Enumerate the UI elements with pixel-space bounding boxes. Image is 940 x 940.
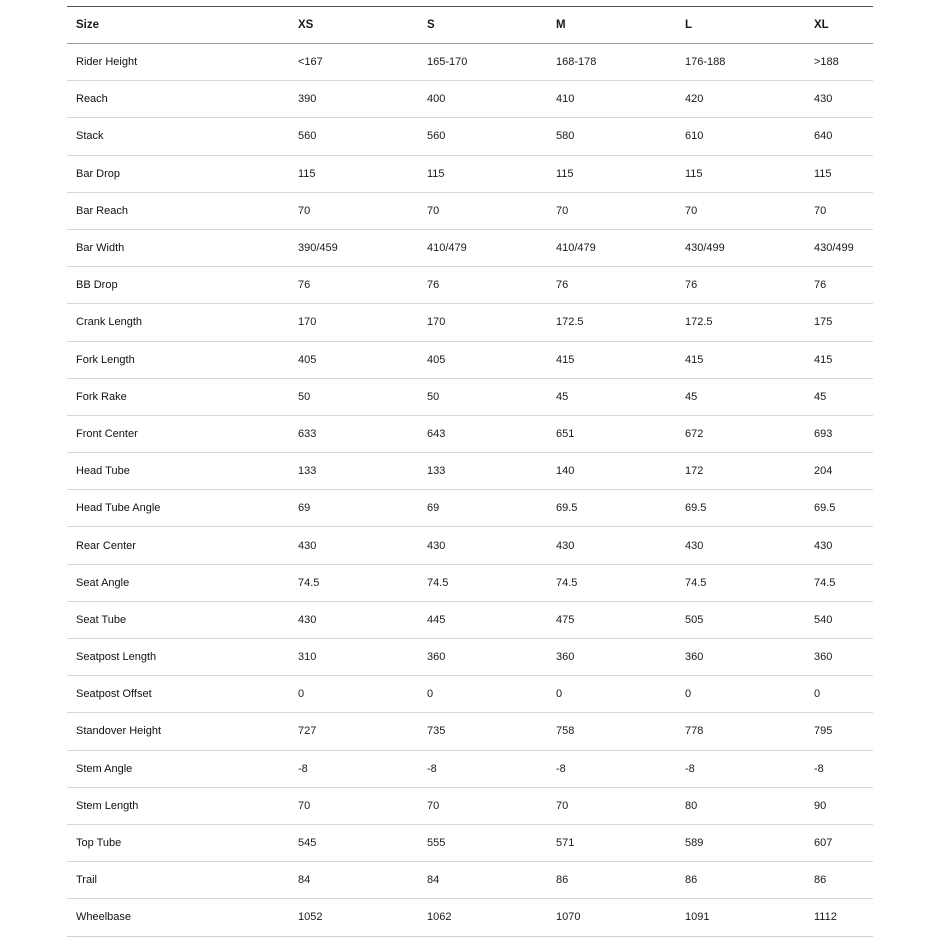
cell-l: 176-188 [676, 44, 805, 81]
cell-s: 400 [418, 81, 547, 118]
cell-l: 69.5 [676, 490, 805, 527]
cell-m: 115 [547, 155, 676, 192]
row-label: Crank Length [67, 304, 289, 341]
geometry-table [67, 6, 873, 937]
cell-m: 69.5 [547, 490, 676, 527]
cell-xs: 390/459 [289, 229, 418, 266]
cell-s: 445 [418, 601, 547, 638]
cell-m: 651 [547, 415, 676, 452]
row-label: Front Center [67, 415, 289, 452]
table-row [67, 415, 873, 452]
cell-xl: 693 [805, 415, 873, 452]
table-row [67, 601, 873, 638]
cell-s: 115 [418, 155, 547, 192]
cell-xs: 70 [289, 192, 418, 229]
cell-m: 475 [547, 601, 676, 638]
cell-xl: 115 [805, 155, 873, 192]
cell-l: 76 [676, 267, 805, 304]
row-label: Wheelbase [67, 899, 289, 936]
cell-m: 1070 [547, 899, 676, 936]
cell-s: 410/479 [418, 229, 547, 266]
cell-l: 172.5 [676, 304, 805, 341]
table-row [67, 750, 873, 787]
cell-xs: 50 [289, 378, 418, 415]
cell-xs: 633 [289, 415, 418, 452]
cell-s: 84 [418, 862, 547, 899]
cell-s: 430 [418, 527, 547, 564]
table-row [67, 862, 873, 899]
row-label: Stack [67, 118, 289, 155]
header-l: L [676, 7, 805, 44]
cell-xs: 74.5 [289, 564, 418, 601]
row-label: Stem Length [67, 787, 289, 824]
cell-l: 778 [676, 713, 805, 750]
cell-s: 76 [418, 267, 547, 304]
cell-s: 50 [418, 378, 547, 415]
cell-m: 410/479 [547, 229, 676, 266]
header-xl: XL [805, 7, 873, 44]
cell-xs: 390 [289, 81, 418, 118]
cell-xs: 430 [289, 527, 418, 564]
cell-s: 165-170 [418, 44, 547, 81]
cell-xl: 415 [805, 341, 873, 378]
table-row [67, 713, 873, 750]
cell-xs: 560 [289, 118, 418, 155]
cell-l: 70 [676, 192, 805, 229]
cell-m: -8 [547, 750, 676, 787]
table-row [67, 453, 873, 490]
cell-m: 430 [547, 527, 676, 564]
cell-xs: 545 [289, 824, 418, 861]
cell-l: 45 [676, 378, 805, 415]
row-label: Standover Height [67, 713, 289, 750]
cell-xs: 1052 [289, 899, 418, 936]
cell-s: 643 [418, 415, 547, 452]
cell-l: 74.5 [676, 564, 805, 601]
table-row [67, 81, 873, 118]
cell-xl: 540 [805, 601, 873, 638]
cell-l: 430 [676, 527, 805, 564]
row-label: Fork Rake [67, 378, 289, 415]
table-row [67, 155, 873, 192]
cell-m: 70 [547, 192, 676, 229]
cell-xs: 133 [289, 453, 418, 490]
table-row [67, 639, 873, 676]
header-xs: XS [289, 7, 418, 44]
cell-s: 0 [418, 676, 547, 713]
cell-s: 405 [418, 341, 547, 378]
cell-l: 172 [676, 453, 805, 490]
row-label: Seatpost Length [67, 639, 289, 676]
cell-s: 1062 [418, 899, 547, 936]
row-label: Rider Height [67, 44, 289, 81]
cell-xl: 360 [805, 639, 873, 676]
cell-xl: >188 [805, 44, 873, 81]
cell-xl: 90 [805, 787, 873, 824]
cell-xl: 1112 [805, 899, 873, 936]
cell-xl: -8 [805, 750, 873, 787]
cell-l: 420 [676, 81, 805, 118]
cell-m: 0 [547, 676, 676, 713]
row-label: Head Tube [67, 453, 289, 490]
cell-m: 168-178 [547, 44, 676, 81]
cell-m: 76 [547, 267, 676, 304]
cell-s: 70 [418, 192, 547, 229]
cell-l: 672 [676, 415, 805, 452]
cell-m: 415 [547, 341, 676, 378]
cell-m: 571 [547, 824, 676, 861]
cell-l: 589 [676, 824, 805, 861]
cell-s: 360 [418, 639, 547, 676]
row-label: BB Drop [67, 267, 289, 304]
cell-m: 45 [547, 378, 676, 415]
row-label: Stem Angle [67, 750, 289, 787]
cell-s: 735 [418, 713, 547, 750]
cell-m: 410 [547, 81, 676, 118]
table-row [67, 787, 873, 824]
cell-l: 80 [676, 787, 805, 824]
cell-xs: -8 [289, 750, 418, 787]
cell-xl: 607 [805, 824, 873, 861]
cell-xl: 45 [805, 378, 873, 415]
cell-s: 74.5 [418, 564, 547, 601]
row-label: Bar Reach [67, 192, 289, 229]
cell-l: 115 [676, 155, 805, 192]
cell-l: 610 [676, 118, 805, 155]
row-label: Bar Drop [67, 155, 289, 192]
cell-xs: 430 [289, 601, 418, 638]
cell-xl: 795 [805, 713, 873, 750]
cell-s: -8 [418, 750, 547, 787]
table-row [67, 341, 873, 378]
table-row [67, 267, 873, 304]
cell-xl: 86 [805, 862, 873, 899]
cell-s: 170 [418, 304, 547, 341]
cell-xs: 310 [289, 639, 418, 676]
cell-xs: 405 [289, 341, 418, 378]
cell-xl: 70 [805, 192, 873, 229]
cell-m: 70 [547, 787, 676, 824]
cell-xs: 170 [289, 304, 418, 341]
cell-l: 86 [676, 862, 805, 899]
geometry-table-body [67, 44, 873, 937]
cell-m: 172.5 [547, 304, 676, 341]
cell-xl: 69.5 [805, 490, 873, 527]
table-row [67, 304, 873, 341]
row-label: Top Tube [67, 824, 289, 861]
cell-m: 360 [547, 639, 676, 676]
cell-l: 505 [676, 601, 805, 638]
table-row [67, 564, 873, 601]
header-s: S [418, 7, 547, 44]
cell-l: 415 [676, 341, 805, 378]
cell-xl: 74.5 [805, 564, 873, 601]
table-row [67, 118, 873, 155]
cell-s: 69 [418, 490, 547, 527]
cell-l: -8 [676, 750, 805, 787]
row-label: Reach [67, 81, 289, 118]
cell-m: 140 [547, 453, 676, 490]
table-row [67, 527, 873, 564]
cell-m: 580 [547, 118, 676, 155]
cell-xs: 70 [289, 787, 418, 824]
geometry-table-header [67, 7, 873, 44]
cell-xl: 0 [805, 676, 873, 713]
table-row [67, 490, 873, 527]
cell-s: 560 [418, 118, 547, 155]
cell-xl: 640 [805, 118, 873, 155]
cell-m: 758 [547, 713, 676, 750]
header-row [67, 7, 873, 44]
table-row [67, 378, 873, 415]
cell-xs: 84 [289, 862, 418, 899]
cell-xs: 76 [289, 267, 418, 304]
cell-l: 360 [676, 639, 805, 676]
cell-xl: 175 [805, 304, 873, 341]
row-label: Rear Center [67, 527, 289, 564]
row-label: Head Tube Angle [67, 490, 289, 527]
cell-xs: 0 [289, 676, 418, 713]
table-row [67, 229, 873, 266]
cell-s: 555 [418, 824, 547, 861]
cell-xs: 69 [289, 490, 418, 527]
cell-xl: 430 [805, 81, 873, 118]
header-m: M [547, 7, 676, 44]
row-label: Fork Length [67, 341, 289, 378]
cell-xs: <167 [289, 44, 418, 81]
row-label: Seat Angle [67, 564, 289, 601]
cell-xs: 727 [289, 713, 418, 750]
table-row [67, 899, 873, 936]
row-label: Trail [67, 862, 289, 899]
table-row [67, 192, 873, 229]
cell-m: 86 [547, 862, 676, 899]
table-row [67, 824, 873, 861]
row-label: Seatpost Offset [67, 676, 289, 713]
row-label: Seat Tube [67, 601, 289, 638]
cell-xl: 430/499 [805, 229, 873, 266]
table-row [67, 676, 873, 713]
table-row [67, 44, 873, 81]
cell-l: 430/499 [676, 229, 805, 266]
cell-xs: 115 [289, 155, 418, 192]
cell-xl: 204 [805, 453, 873, 490]
cell-s: 70 [418, 787, 547, 824]
cell-l: 0 [676, 676, 805, 713]
row-label: Bar Width [67, 229, 289, 266]
cell-m: 74.5 [547, 564, 676, 601]
cell-xl: 76 [805, 267, 873, 304]
header-size: Size [67, 7, 289, 44]
cell-l: 1091 [676, 899, 805, 936]
cell-xl: 430 [805, 527, 873, 564]
cell-s: 133 [418, 453, 547, 490]
